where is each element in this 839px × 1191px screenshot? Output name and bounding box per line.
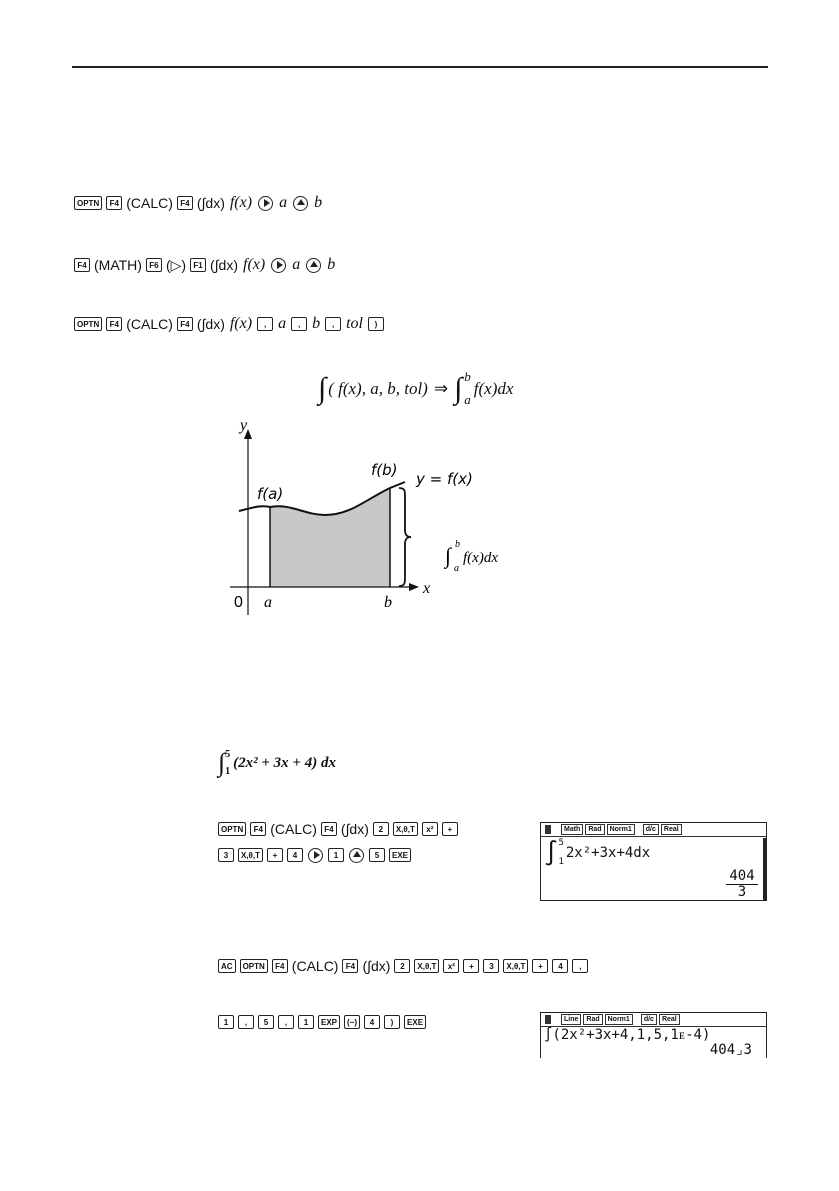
integral-formula: [318, 370, 513, 408]
shaded-area: [270, 488, 390, 587]
key-5: 5: [369, 848, 385, 862]
line-keys-row-1: [216, 955, 590, 977]
key-4: 4: [287, 848, 303, 862]
calc-label: (CALC): [126, 316, 173, 332]
formula-body: f(x)dx: [473, 378, 514, 398]
upper-limit: 5: [225, 748, 231, 760]
status-mode: Math: [561, 824, 583, 835]
key-plus: +: [532, 959, 548, 973]
area-upper-limit: b: [455, 539, 460, 550]
key-comma: ,: [238, 1015, 254, 1029]
math-keys-row-2: [216, 844, 413, 866]
example-body: (2x² + 3x + 4) dx: [233, 754, 336, 771]
key-f1: F1: [190, 258, 206, 272]
key-exe: EXE: [404, 1015, 426, 1029]
integral-sign: ∫: [318, 371, 327, 405]
syntax-line-1: [72, 192, 325, 214]
int-label: (∫dx): [362, 958, 391, 974]
right-arrow-icon: [271, 258, 286, 273]
fx-label: f(x): [229, 315, 253, 332]
lower-limit: 1: [558, 857, 564, 867]
fb-label: f(b): [371, 461, 398, 479]
status-mode: Line: [561, 1014, 581, 1025]
example-formula: [218, 748, 336, 778]
right-arrow-icon: [258, 196, 273, 211]
key-comma: ,: [257, 317, 273, 331]
fx-label: f(x): [243, 256, 266, 273]
screen-limits: [558, 839, 563, 867]
b-label: b: [327, 256, 336, 273]
math-calculator-screen: [540, 822, 767, 901]
header-rule: [72, 66, 768, 68]
status-bar: [541, 1013, 766, 1027]
math-keys-row-1: [216, 818, 460, 840]
key-1: 1: [218, 1015, 234, 1029]
status-angle: Rad: [585, 824, 604, 835]
key-comma: ,: [291, 317, 307, 331]
integral-sign: ∫: [454, 371, 463, 405]
result-denominator: 3: [737, 884, 747, 900]
formula-args: ( f(x), a, b, tol): [328, 378, 428, 398]
curve-label: y = f(x): [416, 470, 473, 488]
battery-icon: [545, 1015, 551, 1024]
y-axis-label: y: [240, 417, 248, 434]
key-ac: AC: [218, 959, 236, 973]
battery-icon: [545, 825, 551, 834]
status-display: Norm1: [605, 1014, 633, 1025]
result-numerator: 404: [729, 868, 755, 884]
key-1: 1: [298, 1015, 314, 1029]
key-f4: F4: [106, 317, 122, 331]
key-f4: F4: [321, 822, 337, 836]
int-label: (∫dx): [210, 257, 238, 273]
key-square: x²: [422, 822, 438, 836]
key-plus: +: [463, 959, 479, 973]
line-keys-row-2: [216, 1011, 428, 1033]
key-f4: F4: [250, 822, 266, 836]
a-label: a: [278, 315, 287, 332]
key-negative: (−): [344, 1015, 360, 1029]
status-display: Norm1: [607, 824, 635, 835]
calc-label: (CALC): [291, 958, 339, 974]
key-f4: F4: [177, 317, 193, 331]
key-optn: OPTN: [218, 822, 246, 836]
key-f4: F4: [342, 959, 358, 973]
key-3: 3: [218, 848, 234, 862]
key-plus: +: [442, 822, 458, 836]
status-fraction: d/c: [641, 1014, 657, 1025]
integral-sign: ∫: [218, 748, 226, 777]
key-optn: OPTN: [74, 196, 102, 210]
key-plus: +: [267, 848, 283, 862]
key-f6: F6: [146, 258, 162, 272]
next-label: (▷): [165, 256, 187, 273]
implies-arrow: ⇒: [433, 378, 449, 398]
int-label: (∫dx): [340, 821, 369, 837]
status-angle: Rad: [583, 1014, 602, 1025]
int-label: (∫dx): [196, 316, 225, 332]
b-label: b: [314, 194, 323, 211]
key-xthetat: X,θ,T: [238, 848, 263, 862]
brace-icon: [399, 488, 411, 586]
key-exp: EXP: [318, 1015, 340, 1029]
integral-sign: ∫: [544, 839, 559, 867]
area-graph: [225, 415, 525, 615]
b-axis-label: b: [384, 594, 392, 611]
key-4: 4: [552, 959, 568, 973]
fa-label: f(a): [257, 485, 284, 503]
status-bar: [541, 823, 766, 837]
status-fraction: d/c: [643, 824, 659, 835]
status-complex: Real: [659, 1014, 680, 1025]
key-4: 4: [364, 1015, 380, 1029]
key-5: 5: [258, 1015, 274, 1029]
line-calculator-screen: [540, 1012, 767, 1058]
fx-label: f(x): [229, 194, 253, 211]
key-f4: F4: [74, 258, 90, 272]
lower-limit: 1: [225, 766, 231, 777]
up-arrow-icon: [349, 848, 364, 863]
line-result: 404⌟3: [709, 1042, 752, 1058]
lower-limit: a: [464, 391, 471, 407]
key-3: 3: [483, 959, 499, 973]
area-integrand: f(x)dx: [463, 550, 498, 566]
up-arrow-icon: [293, 196, 308, 211]
key-comma: ,: [572, 959, 588, 973]
key-square: x²: [443, 959, 459, 973]
key-1: 1: [328, 848, 344, 862]
key-close-paren: ): [368, 317, 384, 331]
key-f4: F4: [272, 959, 288, 973]
origin-label: 0: [234, 594, 243, 611]
integral-limits: [464, 370, 471, 408]
a-label: a: [292, 256, 301, 273]
key-comma: ,: [325, 317, 341, 331]
key-f4: F4: [177, 196, 193, 210]
key-optn: OPTN: [240, 959, 268, 973]
key-close-paren: ): [384, 1015, 400, 1029]
right-arrow-icon: [308, 848, 323, 863]
math-input-line: [541, 837, 766, 869]
x-axis-label: x: [423, 580, 431, 597]
key-2: 2: [373, 822, 389, 836]
calc-label: (CALC): [270, 821, 317, 837]
a-label: a: [279, 194, 288, 211]
syntax-line-3: [72, 313, 386, 335]
key-xthetat: X,θ,T: [503, 959, 528, 973]
area-lower-limit: a: [454, 563, 459, 574]
a-axis-label: a: [264, 594, 272, 611]
key-exe: EXE: [389, 848, 411, 862]
key-optn: OPTN: [74, 317, 102, 331]
math-expression: 2x²+3x+4dx: [565, 845, 651, 861]
syntax-line-2: [72, 254, 338, 276]
b-label: b: [312, 315, 321, 332]
example-limits: [225, 749, 230, 778]
up-arrow-icon: [306, 258, 321, 273]
line-expression: ∫(2x²+3x+4,1,5,1ᴇ-4): [544, 1027, 711, 1043]
upper-limit: 5: [558, 838, 564, 848]
x-axis-arrow-icon: [409, 583, 419, 591]
tol-label: tol: [346, 315, 363, 332]
status-complex: Real: [661, 824, 682, 835]
key-f4: F4: [106, 196, 122, 210]
key-xthetat: X,θ,T: [414, 959, 439, 973]
key-xthetat: X,θ,T: [393, 822, 418, 836]
math-label: (MATH): [94, 257, 142, 273]
scrollbar: [763, 838, 766, 900]
int-label: (∫dx): [196, 195, 225, 211]
area-integral-sign: ∫: [445, 543, 452, 568]
key-comma: ,: [278, 1015, 294, 1029]
key-2: 2: [394, 959, 410, 973]
calc-label: (CALC): [126, 195, 173, 211]
upper-limit: b: [464, 369, 471, 384]
math-result: [726, 869, 758, 900]
